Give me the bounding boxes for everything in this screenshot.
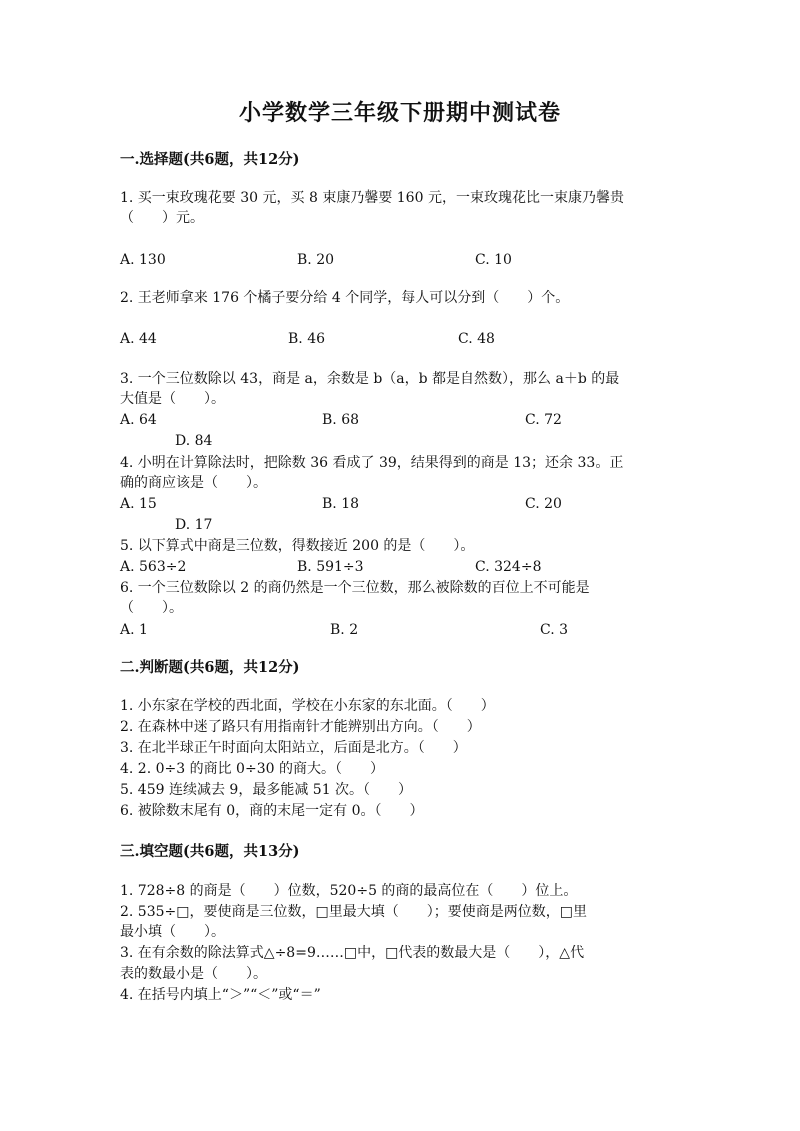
question-text: 大值是（ ）。	[120, 391, 225, 407]
option-b: B. 46	[288, 331, 326, 347]
question-text: 6. 一个三位数除以 2 的商仍然是一个三位数，那么被除数的百位上不可能是	[120, 580, 590, 596]
question-text: 2. 王老师拿来 176 个橘子要分给 4 个同学，每人可以分到（ ）个。	[120, 290, 570, 306]
option-a: A. 64	[120, 412, 157, 428]
option-d: D. 84	[175, 433, 213, 449]
fill-in-line: 1. 728÷8 的商是（ ）位数，520÷5 的商的最高位在（ ）位上。	[120, 883, 578, 899]
question-text: 5. 以下算式中商是三位数，得数接近 200 的是（ ）。	[120, 538, 475, 554]
judgment-item: 5. 459 连续减去 9，最多能减 51 次。（ ）	[120, 782, 413, 798]
fill-in-line: 最小填（ ）。	[120, 924, 225, 940]
option-a: A. 44	[120, 331, 157, 347]
option-b: B. 68	[322, 412, 360, 428]
option-c: C. 72	[525, 412, 562, 428]
question-text: 确的商应该是（ ）。	[120, 475, 267, 491]
option-c: C. 3	[540, 622, 569, 638]
judgment-item: 3. 在北半球正午时面向太阳站立，后面是北方。（ ）	[120, 740, 467, 756]
page-title: 小学数学三年级下册期中测试卷	[238, 100, 561, 126]
judgment-item: 4. 2. 0÷3 的商比 0÷30 的商大。（ ）	[120, 761, 384, 777]
option-c: C. 20	[525, 496, 562, 512]
judgment-item: 2. 在森林中迷了路只有用指南针才能辨别出方向。（ ）	[120, 719, 481, 735]
question-text: （ ）。	[120, 600, 183, 616]
question-text: 4. 小明在计算除法时，把除数 36 看成了 39，结果得到的商是 13；还余 33。正	[120, 455, 624, 471]
fill-in-line: 2. 535÷□，要使商是三位数，□里最大填（ ）；要使商是两位数，□里	[120, 904, 587, 920]
option-c: C. 324÷8	[475, 559, 542, 575]
option-a: A. 15	[120, 496, 157, 512]
question-text: 3. 一个三位数除以 43，商是 a，余数是 b（a，b 都是自然数），那么 a＋b 的最	[120, 371, 620, 387]
question-text: 1. 买一束玫瑰花要 30 元，买 8 束康乃馨要 160 元，一束玫瑰花比一束康乃馨贵	[120, 190, 624, 206]
fill-in-line: 3. 在有余数的除法算式△÷8=9……□中，□代表的数最大是（ ），△代	[120, 945, 585, 961]
option-b: B. 18	[322, 496, 360, 512]
option-b: B. 20	[297, 252, 335, 268]
option-a: A. 1	[120, 622, 148, 638]
section-heading-judgment: 二.判断题(共6题，共12分)	[120, 659, 300, 676]
judgment-item: 1. 小东家在学校的西北面，学校在小东家的东北面。（ ）	[120, 698, 495, 714]
option-b: B. 591÷3	[297, 559, 364, 575]
option-a: A. 563÷2	[120, 559, 187, 575]
section-heading-choice: 一.选择题(共6题，共12分)	[120, 151, 300, 168]
option-a: A. 130	[120, 252, 166, 268]
judgment-item: 6. 被除数末尾有 0，商的末尾一定有 0。（ ）	[120, 803, 424, 819]
section-heading-fill-in: 三.填空题(共6题，共13分)	[120, 843, 300, 860]
fill-in-line: 4. 在括号内填上“＞”“＜”或“＝”	[120, 987, 321, 1003]
option-c: C. 10	[475, 252, 512, 268]
question-text: （ ）元。	[120, 210, 204, 226]
option-c: C. 48	[458, 331, 495, 347]
option-b: B. 2	[330, 622, 359, 638]
fill-in-line: 表的数最小是（ ）。	[120, 966, 267, 982]
option-d: D. 17	[175, 517, 213, 533]
